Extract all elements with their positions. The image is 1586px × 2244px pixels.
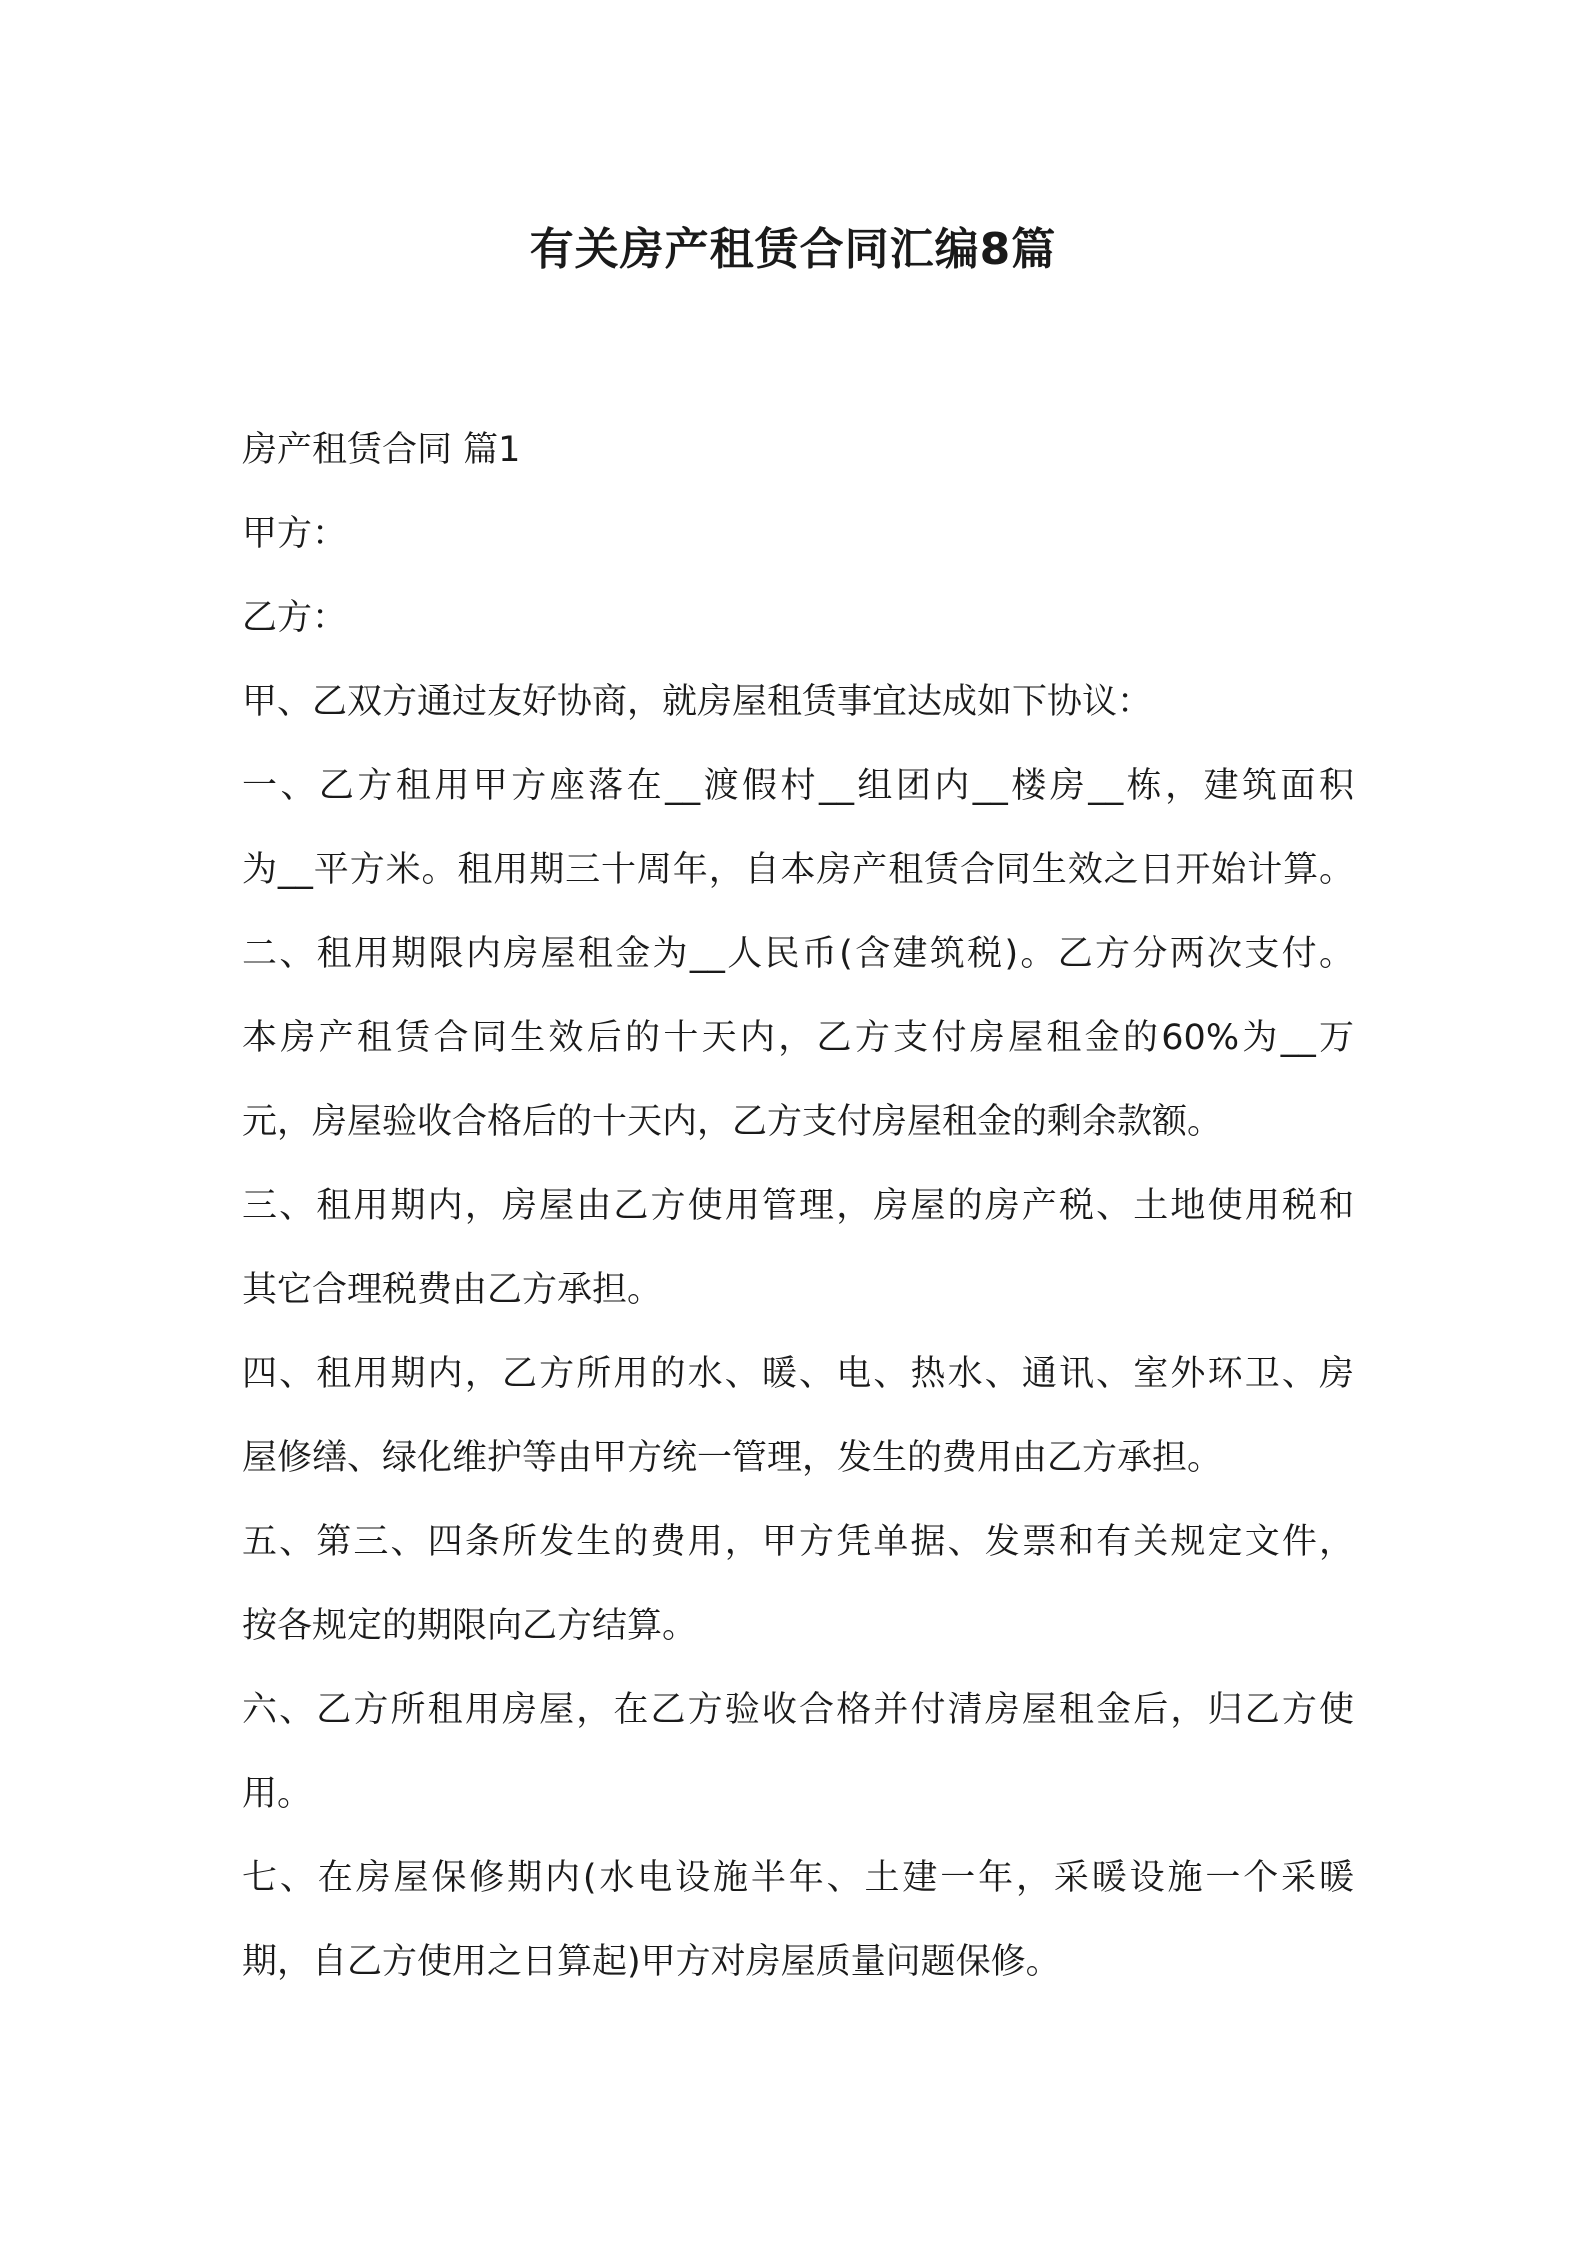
clause-line: 七、在房屋保修期内(水电设施半年、土建一年，采暖设施一个采暖 bbox=[242, 1858, 1354, 1898]
clause-line: 按各规定的期限向乙方结算。 bbox=[242, 1606, 698, 1646]
clause-line: 二、租用期限内房屋租金为__人民币(含建筑税)。乙方分两次支付。 bbox=[242, 934, 1354, 974]
clause-line: 本房产租赁合同生效后的十天内，乙方支付房屋租金的60%为__万 bbox=[242, 1018, 1354, 1058]
clause-line: 三、租用期内，房屋由乙方使用管理，房屋的房产税、土地使用税和 bbox=[242, 1186, 1354, 1226]
clause-line: 其它合理税费由乙方承担。 bbox=[242, 1270, 663, 1310]
agreement-intro: 甲、乙双方通过友好协商，就房屋租赁事宜达成如下协议： bbox=[242, 682, 1153, 722]
clause-line: 一、乙方租用甲方座落在__渡假村__组团内__楼房__栋，建筑面积 bbox=[242, 766, 1354, 806]
clause-line: 四、租用期内，乙方所用的水、暖、电、热水、通讯、室外环卫、房 bbox=[242, 1354, 1354, 1394]
document-title: 有关房产租赁合同汇编8篇 bbox=[529, 224, 1057, 275]
party-a-line: 甲方： bbox=[242, 514, 348, 554]
section-heading: 房产租赁合同 篇1 bbox=[242, 430, 521, 470]
clause-line: 为__平方米。租用期三十周年，自本房产租赁合同生效之日开始计算。 bbox=[242, 850, 1354, 890]
clause-line: 五、第三、四条所发生的费用，甲方凭单据、发票和有关规定文件， bbox=[242, 1522, 1354, 1562]
clause-line: 元，房屋验收合格后的十天内，乙方支付房屋租金的剩余款额。 bbox=[242, 1102, 1223, 1142]
party-b-line: 乙方： bbox=[242, 598, 348, 638]
clause-line: 用。 bbox=[242, 1774, 313, 1814]
document-body bbox=[242, 408, 1354, 2004]
clause-line: 屋修缮、绿化维护等由甲方统一管理，发生的费用由乙方承担。 bbox=[242, 1438, 1223, 1478]
clause-line: 期，自乙方使用之日算起)甲方对房屋质量问题保修。 bbox=[242, 1942, 1061, 1982]
clause-line: 六、乙方所租用房屋，在乙方验收合格并付清房屋租金后，归乙方使 bbox=[242, 1690, 1354, 1730]
